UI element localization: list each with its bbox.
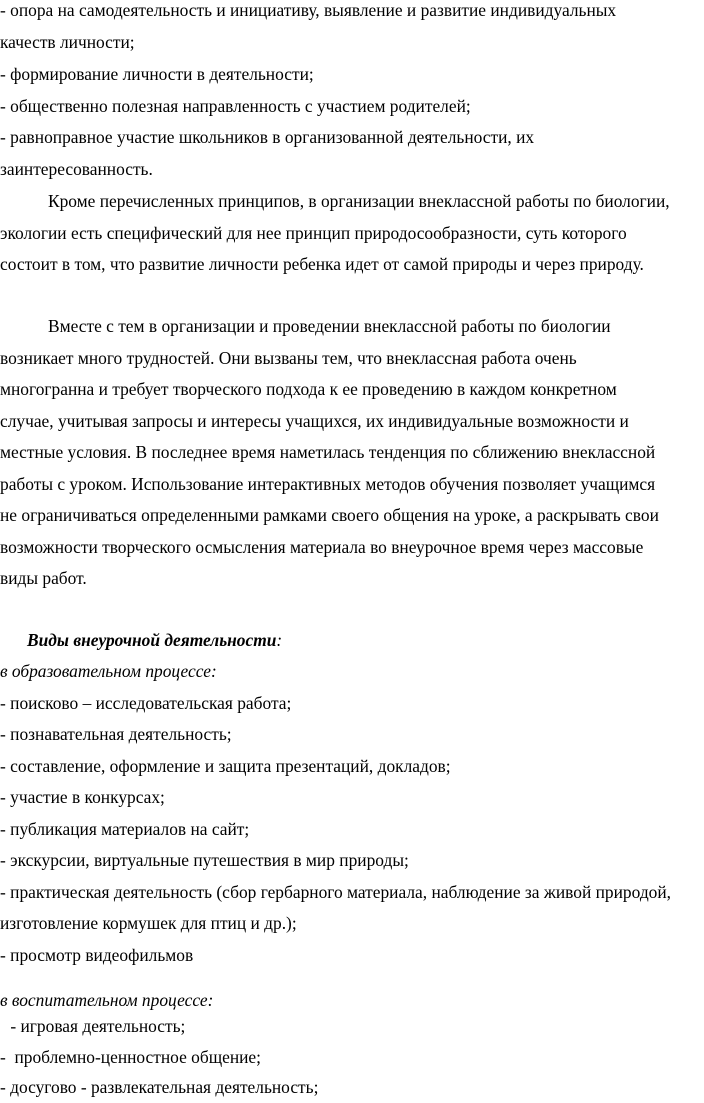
paragraph-line: не ограничиваться определенными рамками своего общения на уроке, а раскрывать свои [0,505,659,525]
list-item: - досугово - развлекательная деятельность; [0,1077,319,1097]
list-item: - проблемно-ценностное общение; [0,1047,261,1067]
paragraph-line: экологии есть специфический для нее принцип природосообразности, суть которого [0,223,627,243]
list-item-initiative: - опора на самодеятельность и инициативу, выявление и развитие индивидуальных [0,0,617,20]
subsection-title-educational: в образовательном процессе: [0,661,217,681]
list-item: - практическая деятельность (сбор гербарного материала, наблюдение за живой природой, [0,882,672,902]
list-item: - экскурсии, виртуальные путешествия в мир природы; [0,850,409,870]
list-item: - участие в конкурсах; [0,787,165,807]
subsection-title-upbringing: в воспитательном процессе: [0,990,214,1010]
paragraph-line: виды работ. [0,568,87,588]
list-item-personality-formation: - формирование личности в деятельности; [0,64,314,84]
paragraph-line: состоит в том, что развитие личности ребенка идет от самой природы и через природу. [0,254,644,274]
paragraph-line: возникает много трудностей. Они вызваны тем, что внеклассная работа очень [0,348,577,368]
list-item-initiative-continued: качеств личности; [0,32,135,52]
paragraph-line: местные условия. В последнее время наметилась тенденция по сближению внеклассной [0,442,656,462]
paragraph-line: многогранна и требует творческого подхода к ее проведению в каждом конкретном [0,379,617,399]
list-item-continued: изготовление кормушек для птиц и др.); [0,913,297,933]
section-heading-title: Виды внеурочной деятельности [27,630,277,650]
list-item: - просмотр видеофильмов [0,945,194,965]
list-item-equal-participation-continued: заинтересованность. [0,159,153,179]
paragraph-line: случае, учитывая запросы и интересы учащихся, их индивидуальные возможности и [0,411,629,431]
paragraph-line: Кроме перечисленных принципов, в организации внеклассной работы по биологии, [48,191,670,211]
paragraph-line: возможности творческого осмысления материала во внеурочное время через массовые [0,537,644,557]
list-item: - составление, оформление и защита презентаций, докладов; [0,756,451,776]
section-heading [27,632,282,649]
section-heading-colon: : [276,630,283,650]
list-item: - познавательная деятельность; [0,724,232,744]
list-item-parents-participation: - общественно полезная направленность с участием родителей; [0,96,471,116]
list-item-equal-participation: - равноправное участие школьников в организованной деятельности, их [0,127,535,147]
list-item: - игровая деятельность; [6,1016,186,1036]
list-item: - публикация материалов на сайт; [0,819,250,839]
paragraph-line: работы с уроком. Использование интерактивных методов обучения позволяет учащимся [0,474,656,494]
list-item: - поисково – исследовательская работа; [0,693,292,713]
paragraph-line: Вместе с тем в организации и проведении внеклассной работы по биологии [48,316,611,336]
